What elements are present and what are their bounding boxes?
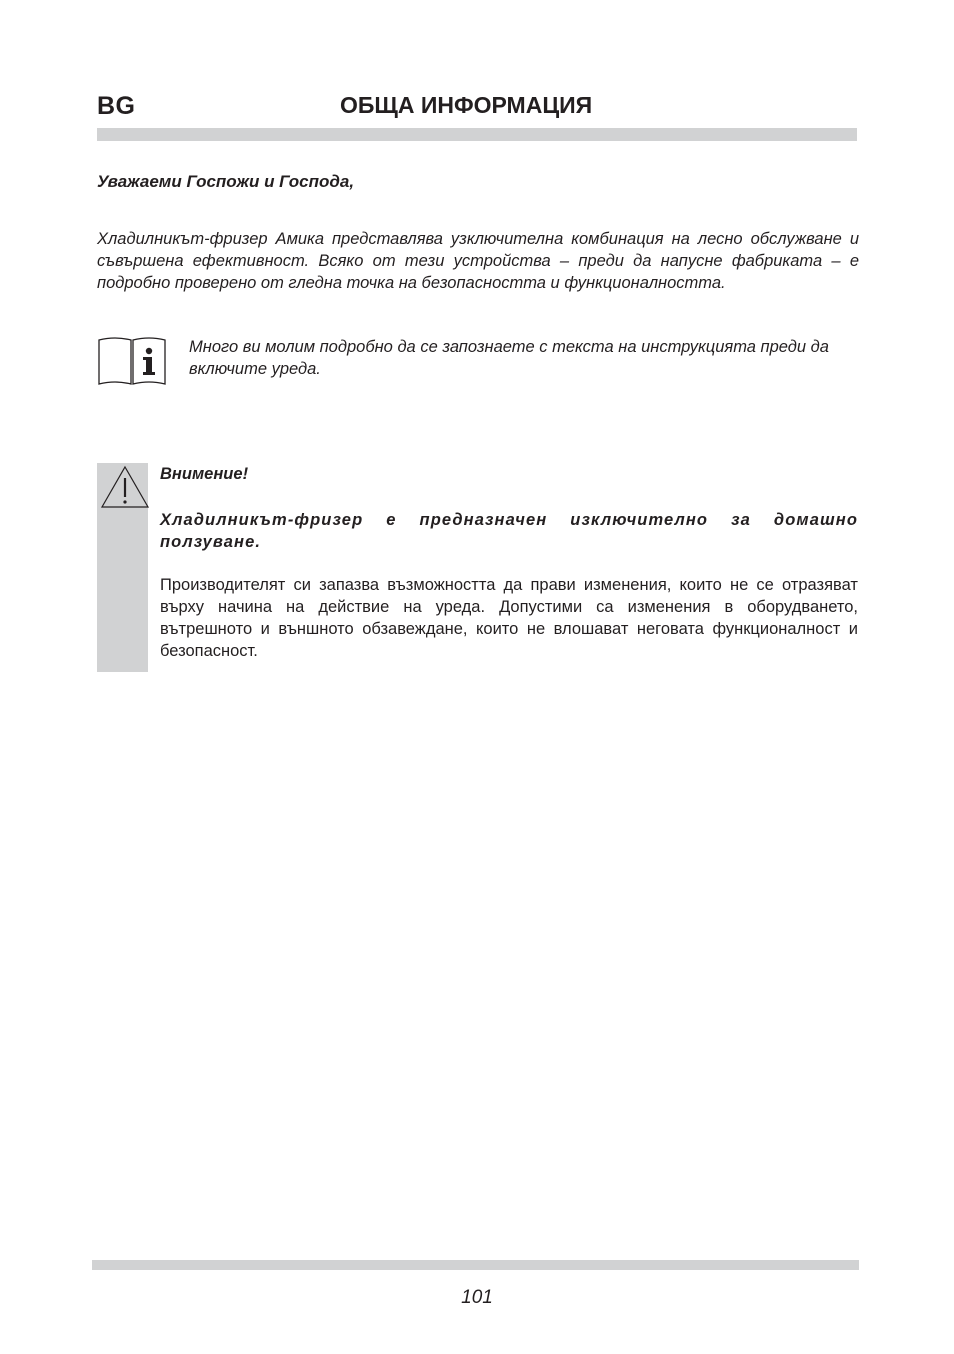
info-note-text: Много ви молим подробно да се запознаете с текста на инструкцията преди да включите уреда. [189,338,829,378]
page-title: ОБЩА ИНФОРМАЦИЯ [340,92,593,118]
warning-title: Внимение! [160,465,249,483]
warning-emphasis: Хладилникът-фризер е предназначен изключително за домашно ползуване. [160,511,858,551]
footer-divider [92,1260,859,1270]
warning-body: Производителят си запазва възможността да прави изменения, които не се отразяват върху начина на действие на уреда. Допустими са изменения в оборудването, вътрешното и външното обзавеждане, които не влошават неговата функционалност и безопасност. [160,576,858,660]
intro-paragraph: Хладилникът-фризер Амика представлява узключителна комбинация на лесно обслужване и съвършена ефективност. Всяко от тези устройства – преди да напусне фабриката – е подробно проверено от гледна точка на безопасността и функционалността. [97,230,859,292]
header-divider [97,128,857,141]
page-number: 101 [461,1287,493,1308]
language-code: BG [97,92,136,120]
warning-triangle-icon [100,465,150,510]
greeting: Уважаеми Госпожи и Господа, [97,172,355,191]
book-info-icon [97,335,167,387]
